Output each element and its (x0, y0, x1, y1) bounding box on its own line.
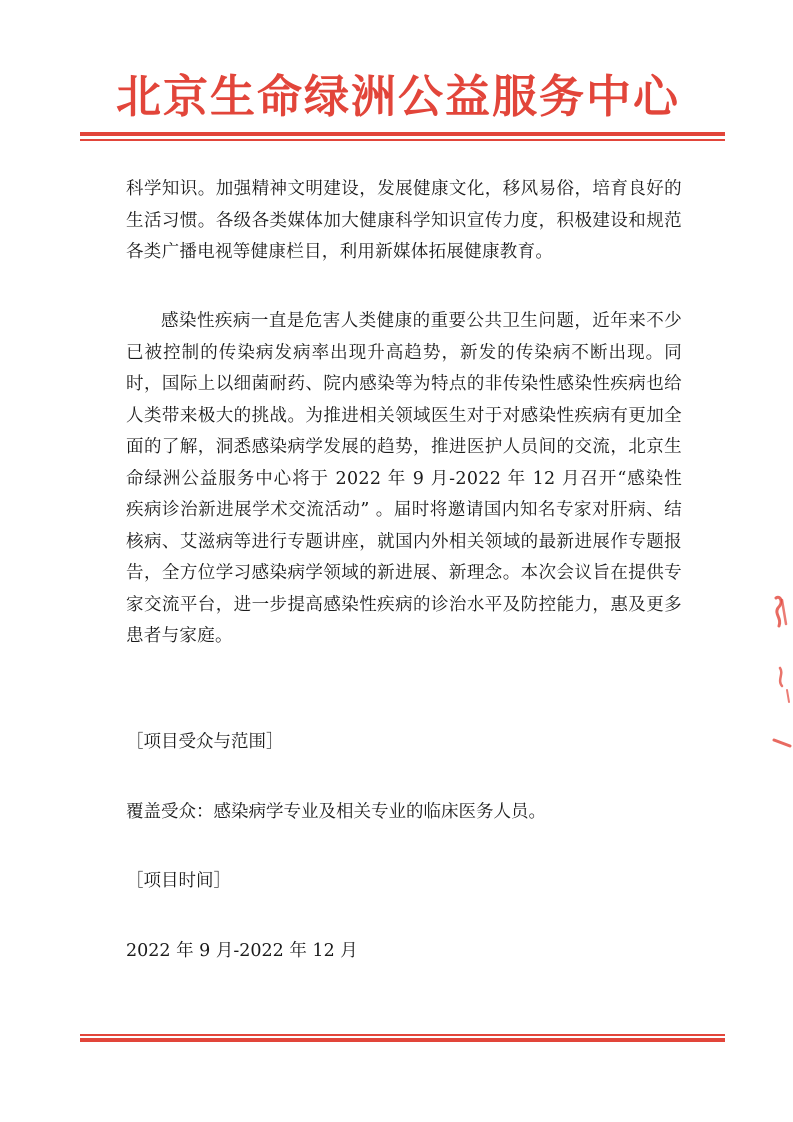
partial-seal-stamp-icon (768, 590, 793, 760)
header-rule-thin (80, 139, 725, 141)
audience-description: 覆盖受众：感染病学专业及相关专业的临床医务人员。 (126, 802, 546, 822)
section-heading-time: ［项目时间］ (126, 871, 231, 891)
section-heading-audience: ［项目受众与范围］ (126, 732, 284, 752)
footer-rule-thin (80, 1034, 725, 1036)
footer-rule-thick (80, 1038, 725, 1042)
paragraph-project-background: 感染性疾病一直是危害人类健康的重要公共卫生问题，近年来不少已被控制的传染病发病率出现升高趋势，新发的传染病不断出现。同时，国际上以细菌耐药、院内感染等为特点的非传染性感染性疾病也给人类带来极大的挑战。为推进相关领域医生对于对感染性疾病有更加全面的了解，洞悉感染病学发展的趋势，推进医护人员间的交流，北京生命绿洲公益服务中心将于 2022 年 9 月-2022 年 12 月召开“感染性疾病诊治新进展学术交流活动” 。届时将邀请国内知名专家对肝病、结核病、艾滋病等进行专题讲座，就国内外相关领域的最新进展作专题报告，全方位学习感染病学领域的新进展、新理念。本次会议旨在提供专家交流平台，进一步提高感染性疾病的诊治水平及防控能力，惠及更多患者与家庭。 (126, 311, 682, 646)
letterhead-title: 北京生命绿洲公益服务中心 (115, 70, 680, 123)
project-time-value: 2022 年 9 月-2022 年 12 月 (126, 941, 358, 961)
paragraph-health-education: 科学知识。加强精神文明建设，发展健康文化，移风易俗，培育良好的生活习惯。各级各类媒体加大健康科学知识宣传力度，积极建设和规范各类广播电视等健康栏目，利用新媒体拓展健康教育。 (126, 179, 682, 262)
header-rule-thick (80, 132, 725, 136)
